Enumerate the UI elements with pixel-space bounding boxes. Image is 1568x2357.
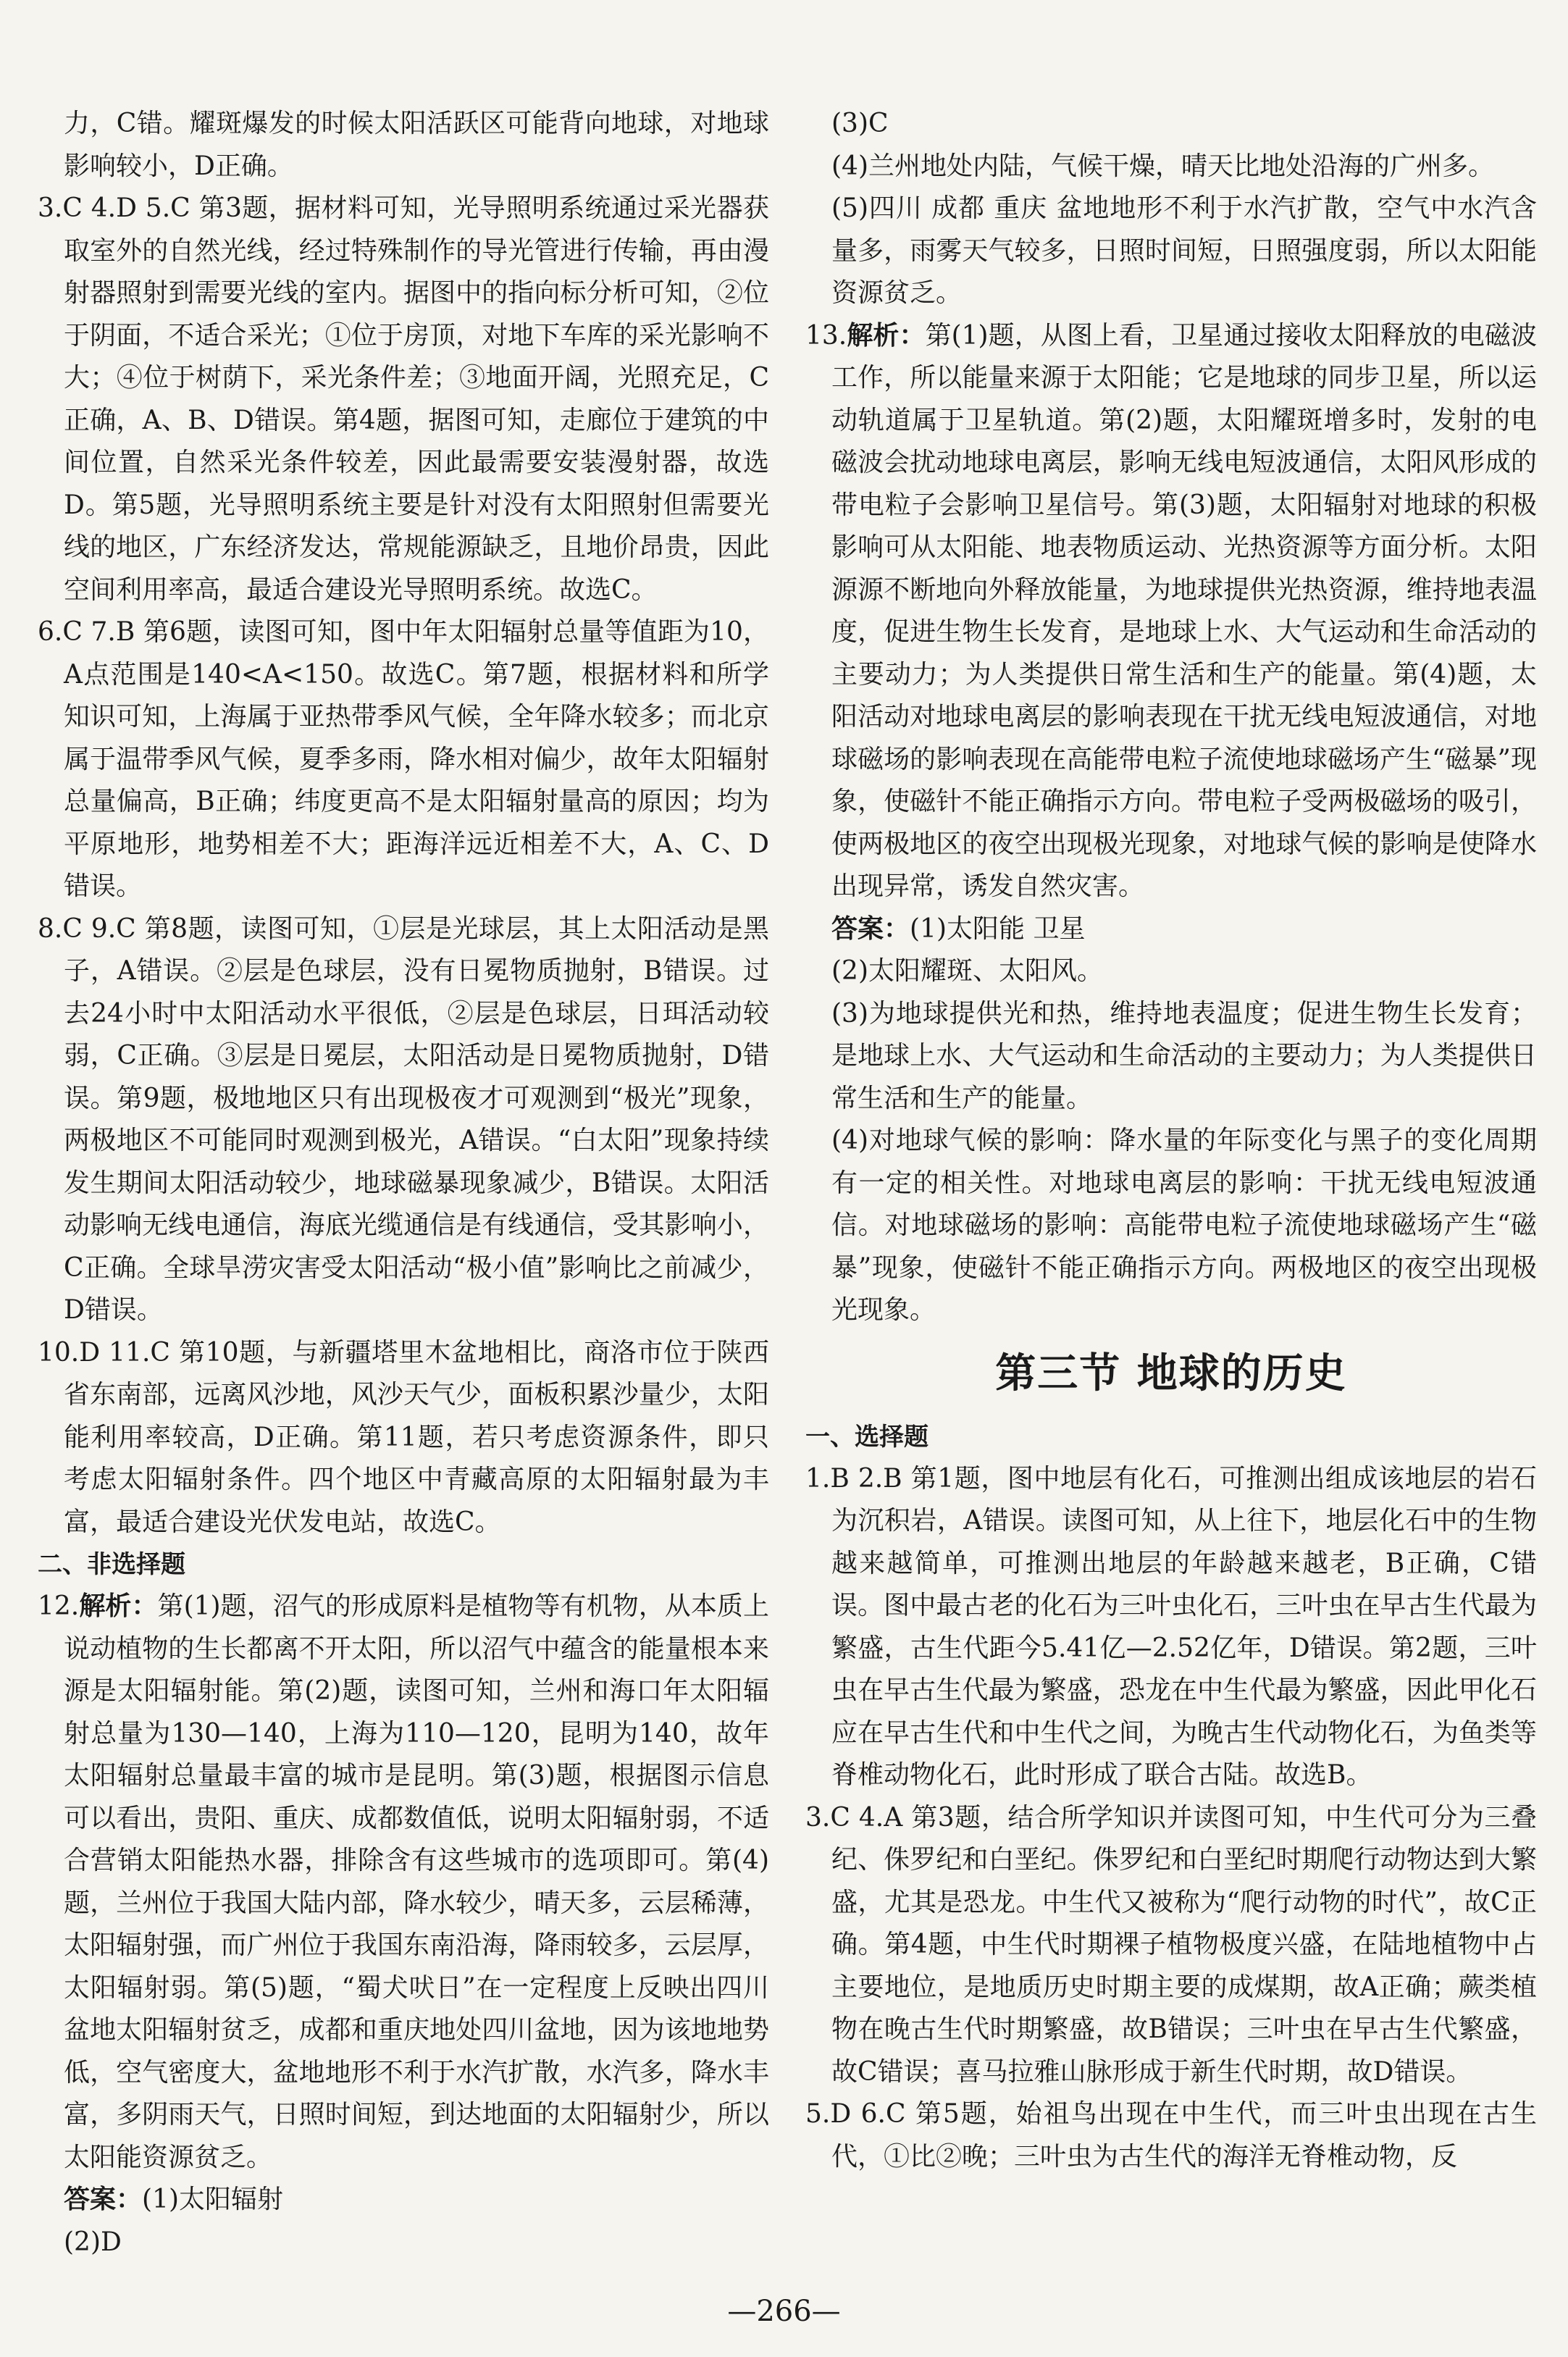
q12-analysis: 第(1)题，沼气的形成原料是植物等有机物，从本质上说动植物的生长都离不开太阳，所以沼气中蕴含的能量根本来源是太阳辐射能。第(2)题，读图可知，兰州和海口年太阳辐射总量为130—140，上海为110—120，昆明为140，故年太阳辐射总量最丰富的城市是昆明。第(3)题，根据图示信息可以看出，贵阳、重庆、成都数值低，说明太阳辐射弱，不适合营销太阳能热水器，排除含有这些城市的选项即可。第(4)题，兰州位于我国大陆内部，降水较少，晴天多，云层稀薄，太阳辐射强，而广州位于我国东南沿海，降雨较多，云层厚，太阳辐射弱。第(5)题，“蜀犬吠日”在一定程度上反映出四川盆地太阳辐射贫乏，成都和重庆地处四川盆地，因为该地地势低，空气密度大，盆地地形不利于水汽扩散，水汽多，降水丰富，多阴雨天气，日照时间短，到达地面的太阳辐射少，所以太阳能资源贫乏。 bbox=[64, 1591, 769, 2172]
q13-answer-4: (4)对地球气候的影响：降水量的年际变化与黑子的变化周期有一定的相关性。对地球电离层的影响：干扰无线电短波通信。对地球磁场的影响：高能带电粒子流使地球磁场产生“磁暴”现象，使磁针不能正确指示方向。两极地区的夜空出现极光现象。 bbox=[831, 1126, 1537, 1325]
q12-analysis-label: 解析： bbox=[79, 1591, 158, 1621]
q13-analysis-label: 解析： bbox=[847, 320, 926, 351]
q12-answer-1: (1)太阳辐射 bbox=[142, 2185, 284, 2214]
left-column bbox=[38, 103, 769, 2264]
answer-r5-6: 5.D 6.C 第5题，始祖鸟出现在中生代，而三叶虫出现在古生代，①比②晚；三叶虫为古生代的海洋无脊椎动物，反 bbox=[805, 2099, 1537, 2172]
q12-answer-label: 答案： bbox=[64, 2185, 143, 2214]
paragraph-continuation: 力，C错。耀斑爆发的时候太阳活跃区可能背向地球，对地球影响较小，D正确。 bbox=[64, 109, 769, 181]
q12-number: 12. bbox=[38, 1591, 80, 1621]
answer-q8-9: 8.C 9.C 第8题，读图可知，①层是光球层，其上太阳活动是黑子，A错误。②层是色球层，没有日冕物质抛射，B错误。过去24小时中太阳活动水平很低，②层是色球层，日珥活动较弱，C正确。③层是日冕层，太阳活动是日冕物质抛射，D错误。第9题，极地地区只有出现极夜才可观测到“极光”现象，两极地区不可能同时观测到极光，A错误。“白太阳”现象持续发生期间太阳活动较少，地球磁暴现象减少，B错误。太阳活动影响无线电通信，海底光缆通信是有线通信，受其影响小，C正确。全球旱涝灾害受太阳活动“极小值”影响比之前减少，D错误。 bbox=[38, 913, 769, 1325]
q13-answer-1: (1)太阳能 卫星 bbox=[910, 913, 1086, 944]
answer-q3-5: 3.C 4.D 5.C 第3题，据材料可知，光导照明系统通过采光器获取室外的自然光线，经过特殊制作的导光管进行传输，再由漫射器照射到需要光线的室内。据图中的指向标分析可知，②位于阴面，不适合采光；①位于房顶，对地下车库的采光影响不大；④位于树荫下，采光条件差；③地面开阔，光照充足，C正确，A、B、D错误。第4题，据图可知，走廊位于建筑的中间位置，自然采光条件较差，因此最需要安装漫射器，故选D。第5题，光导照明系统主要是针对没有太阳照射但需要光线的地区，广东经济发达，常规能源缺乏，且地价昂贵，因此空间利用率高，最适合建设光导照明系统。故选C。 bbox=[38, 193, 769, 605]
answer-q12 bbox=[38, 1586, 769, 2179]
q12-answer-4: (4)兰州地处内陆，气候干燥，晴天比地处沿海的广州多。 bbox=[831, 151, 1494, 181]
answer-q13 bbox=[805, 315, 1537, 908]
q13-answer bbox=[805, 908, 1537, 951]
answer-r3-4: 3.C 4.A 第3题，结合所学知识并读图可知，中生代可分为三叠纪、侏罗纪和白垩纪。侏罗纪和白垩纪时期爬行动物达到大繁盛，尤其是恐龙。中生代又被称为“爬行动物的时代”，故C正确。第4题，中生代时期裸子植物极度兴盛，在陆地植物中占主要地位，是地质历史时期主要的成煤期，故A正确；蕨类植物在晚古生代时期繁盛，故B错误；三叶虫在早古生代繁盛，故C错误；喜马拉雅山脉形成于新生代时期，故D错误。 bbox=[805, 1802, 1537, 2087]
q13-answer-label: 答案： bbox=[831, 913, 910, 944]
q12-answer-2: (2)D bbox=[64, 2227, 122, 2257]
section-heading-choice: 一、选择题 bbox=[805, 1422, 928, 1452]
q12-answer bbox=[38, 2179, 769, 2222]
q12-answer-5: (5)四川 成都 重庆 盆地地形不利于水汽扩散，空气中水汽含量多，雨雾天气较多，日照时间短，日照强度弱，所以太阳能资源贫乏。 bbox=[831, 193, 1537, 308]
section-heading-non-choice: 二、非选择题 bbox=[38, 1550, 185, 1579]
q13-analysis: 第(1)题，从图上看，卫星通过接收太阳释放的电磁波工作，所以能量来源于太阳能；它是地球的同步卫星，所以运动轨道属于卫星轨道。第(2)题，太阳耀斑增多时，发射的电磁波会扰动地球电离层，影响无线电短波通信，太阳风形成的带电粒子会影响卫星信号。第(3)题，太阳辐射对地球的积极影响可从太阳能、地表物质运动、光热资源等方面分析。太阳源源不断地向外释放能量，为地球提供光热资源，维持地表温度，促进生物生长发育，是地球上水、大气运动和生命活动的主要动力；为人类提供日常生活和生产的能量。第(4)题，太阳活动对地球电离层的影响表现在干扰无线电短波通信，对地球磁场的影响表现在高能带电粒子流使地球磁场产生“磁暴”现象，使磁针不能正确指示方向。带电粒子受两极磁场的吸引，使两极地区的夜空出现极光现象，对地球气候的影响是使降水出现异常，诱发自然灾害。 bbox=[831, 320, 1537, 901]
q13-number: 13. bbox=[805, 320, 847, 351]
q12-answer-3: (3)C bbox=[831, 109, 889, 138]
section-title: 第三节 地球的历史 bbox=[995, 1349, 1347, 1397]
answer-q10-11: 10.D 11.C 第10题，与新疆塔里木盆地相比，商洛市位于陕西省东南部，远离风沙地，风沙天气少，面板积累沙量少，太阳能利用率较高，D正确。第11题，若只考虑资源条件，即只考虑太阳辐射条件。四个地区中青藏高原的太阳辐射最为丰富，最适合建设光伏发电站，故选C。 bbox=[38, 1337, 769, 1537]
q13-answer-3: (3)为地球提供光和热，维持地表温度；促进生物生长发育；是地球上水、大气运动和生命活动的主要动力；为人类提供日常生活和生产的能量。 bbox=[831, 998, 1537, 1113]
right-column bbox=[805, 103, 1537, 2178]
answer-q6-7: 6.C 7.B 第6题，读图可知，图中年太阳辐射总量等值距为10，A点范围是140<A<150。故选C。第7题，根据材料和所学知识可知，上海属于亚热带季风气候，全年降水较多；而北京属于温带季风气候，夏季多雨，降水相对偏少，故年太阳辐射总量偏高，B正确；纬度更高不是太阳辐射量高的原因；均为平原地形，地势相差不大；距海洋远近相差不大，A、C、D错误。 bbox=[38, 617, 769, 901]
page-number: —266— bbox=[727, 2295, 841, 2328]
answer-r1-2: 1.B 2.B 第1题，图中地层有化石，可推测出组成该地层的岩石为沉积岩，A错误。读图可知，从上往下，地层化石中的生物越来越简单，可推测出地层的年龄越来越老，B正确，C错误。图中最古老的化石为三叶虫化石，三叶虫在早古生代最为繁盛，古生代距今5.41亿—2.52亿年，D错误。第2题，三叶虫在早古生代最为繁盛，恐龙在中生代最为繁盛，因此甲化石应在早古生代和中生代之间，为晚古生代动物化石，为鱼类等脊椎动物化石，此时形成了联合古陆。故选B。 bbox=[805, 1463, 1537, 1790]
q13-answer-2: (2)太阳耀斑、太阳风。 bbox=[831, 956, 1103, 986]
